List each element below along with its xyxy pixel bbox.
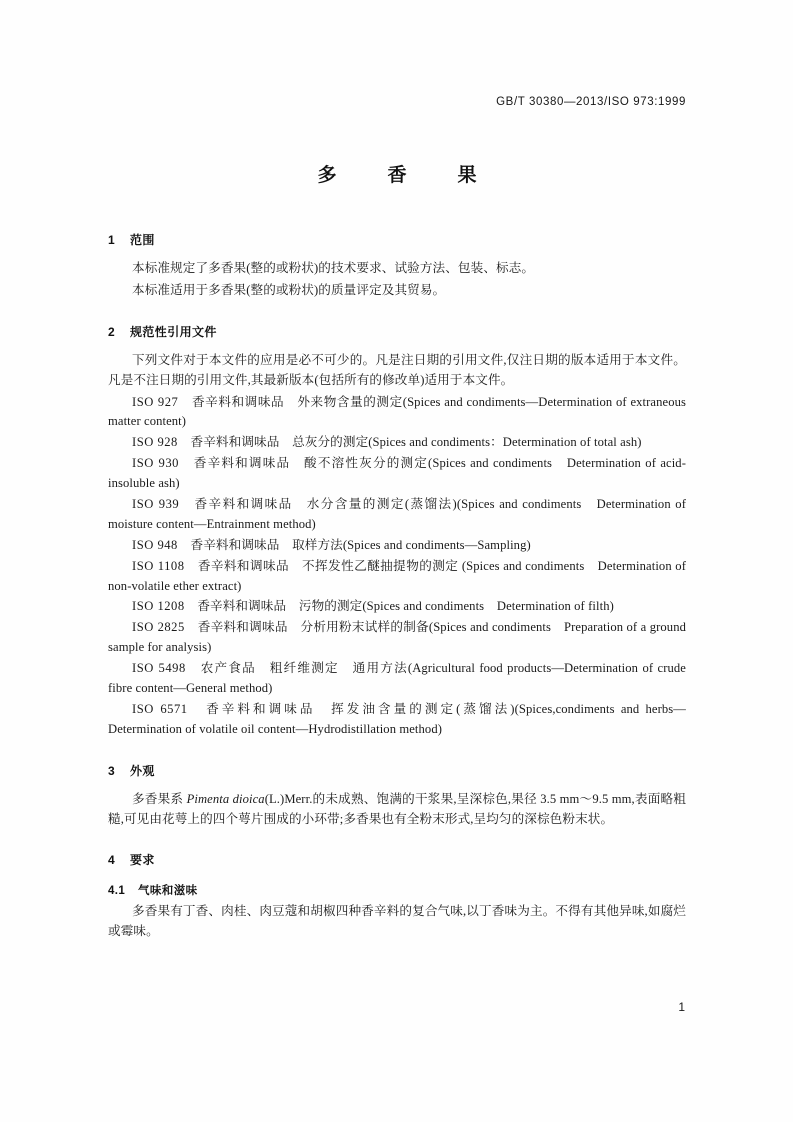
normative-references-paragraph: 下列文件对于本文件的应用是必不可少的。凡是注日期的引用文件,仅注日期的版本适用于本文件。凡是不注日期的引用文件,其最新版本(包括所有的修改单)适用于本文件。 xyxy=(108,352,686,387)
page-number: 1 xyxy=(678,1000,685,1014)
reference-item xyxy=(108,536,686,556)
reference-code: ISO 5498 xyxy=(132,661,186,676)
reference-text: 香辛料和调味品 不挥发性乙醚抽提物的测定 (Spices and condiments Determination of non-volatile ether extract) xyxy=(108,558,686,593)
reference-item xyxy=(108,454,686,494)
reference-text: 香辛料和调味品 外来物含量的测定(Spices and condiments—Determination of extraneous matter content) xyxy=(108,394,686,429)
reference-text: 香辛料和调味品 总灰分的测定(Spices and condiments：Determination of total ash) xyxy=(190,435,642,450)
section-heading-scope xyxy=(108,231,686,248)
reference-text: 香辛料和调味品 污物的测定(Spices and condiments Determination of filth) xyxy=(197,599,614,614)
section-heading-appearance xyxy=(108,762,686,779)
reference-item xyxy=(108,700,686,740)
reference-code: ISO 948 xyxy=(132,537,178,552)
reference-code: ISO 1108 xyxy=(132,558,185,573)
section-title: 要求 xyxy=(130,853,155,868)
section-title: 外观 xyxy=(130,763,155,778)
appearance-text-end: (L.)Merr.的未成熟、饱满的干浆果,呈深棕色,果径 3.5 mm～9.5 mm,表面略粗糙,可见由花萼上的四个萼片围成的小环带;多香果也有全粉末形式,呈均匀的深棕色粉末状。 xyxy=(108,791,686,826)
reference-text: 香辛料和调味品 取样方法(Spices and condiments—Sampling) xyxy=(190,537,531,552)
section-number: 1 xyxy=(108,233,116,247)
scope-paragraph-2: 本标准适用于多香果(整的或粉状)的质量评定及其贸易。 xyxy=(132,282,446,297)
reference-code: ISO 927 xyxy=(132,394,179,409)
reference-code: ISO 1208 xyxy=(132,599,185,614)
reference-item xyxy=(108,597,686,617)
section-number: 3 xyxy=(108,763,116,778)
appearance-paragraph xyxy=(108,790,686,830)
section-title: 规范性引用文件 xyxy=(130,324,217,339)
reference-code: ISO 930 xyxy=(132,456,179,471)
odour-and-taste-paragraph: 多香果有丁香、肉桂、肉豆蔻和胡椒四种香辛料的复合气味,以丁香味为主。不得有其他异味,如腐烂或霉味。 xyxy=(108,904,686,939)
reference-code: ISO 928 xyxy=(132,435,178,450)
reference-item xyxy=(108,659,686,699)
section-number: 4 xyxy=(108,853,116,868)
appearance-text-start: 多香果系 xyxy=(132,791,187,806)
reference-text: 农产食品 粗纤维测定 通用方法(Agricultural food products—Determination of crude fibre content—General method) xyxy=(108,661,686,696)
reference-code: ISO 939 xyxy=(132,497,180,512)
subsection-title: 气味和滋味 xyxy=(138,885,198,898)
page-content xyxy=(108,96,686,944)
reference-text: 香辛料和调味品 酸不溶性灰分的测定(Spices and condiments Determination of acid-insoluble ash) xyxy=(108,456,686,491)
reference-item xyxy=(108,495,686,535)
reference-item xyxy=(108,433,686,453)
reference-item xyxy=(108,393,686,433)
reference-text: 香辛料和调味品 水分含量的测定(蒸馏法)(Spices and condiments Determination of moisture content—Entrainment method) xyxy=(108,497,686,531)
document-title: 多 香 果 xyxy=(317,165,493,186)
section-heading-normative-references xyxy=(108,323,686,340)
section-number: 2 xyxy=(108,324,116,339)
subsection-number: 4.1 xyxy=(108,885,126,898)
scope-paragraph-1: 本标准规定了多香果(整的或粉状)的技术要求、试验方法、包装、标志。 xyxy=(132,261,535,275)
section-heading-requirements xyxy=(108,851,686,868)
reference-item xyxy=(108,557,686,597)
reference-code: ISO 2825 xyxy=(132,620,185,635)
reference-code: ISO 6571 xyxy=(132,701,188,716)
subsection-heading-odour-and-taste xyxy=(108,882,686,898)
reference-text: 香辛料和调味品 分析用粉末试样的制备(Spices and condiments Preparation of a ground sample for analysis) xyxy=(108,620,686,655)
section-title: 范围 xyxy=(130,233,155,247)
species-name: Pimenta dioica xyxy=(186,791,265,806)
page-header-standard-code: GB/T 30380—2013/ISO 973:1999 xyxy=(496,96,686,108)
reference-item xyxy=(108,618,686,658)
reference-text: 香辛料和调味品 挥发油含量的测定(蒸馏法)(Spices,condiments and herbs—Determination of volatile oil content—Hydrodistillation method) xyxy=(108,701,686,736)
